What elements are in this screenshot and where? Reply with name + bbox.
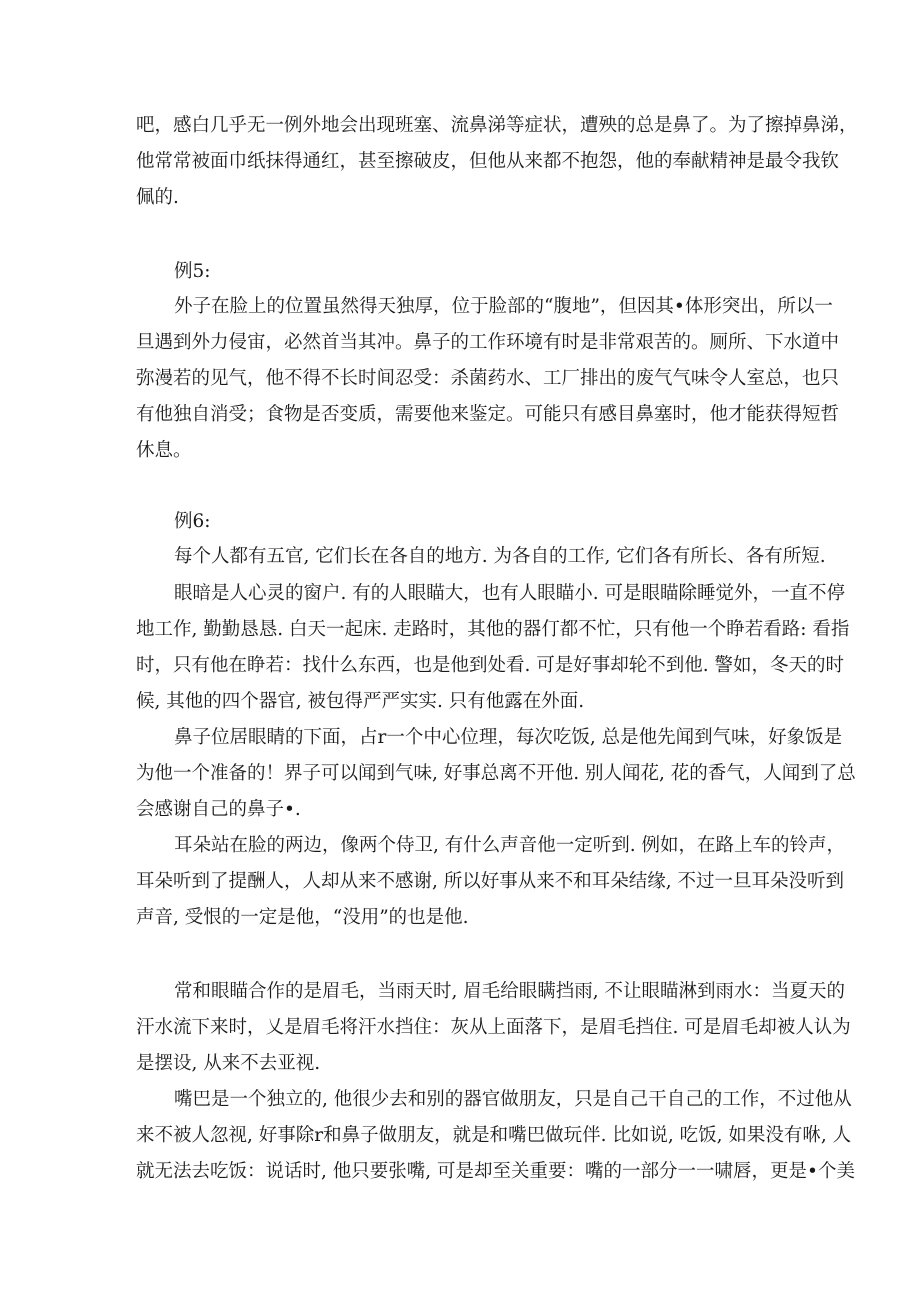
text-line: 就无法去吃饭：说话时, 他只要张嘴, 可是却至关重要：嘴的一部分一一啸唇，更是•个美: [136, 1161, 855, 1182]
text-line: 每个人都有五官, 它们长在各自的地方. 为各自的工作, 它们各有所长、各有所短.: [174, 546, 826, 567]
text-line: 休息。: [136, 440, 192, 461]
text-line: 弥漫若的见气，他不得不长时间忍受：杀菌药水、工厂排出的废气气味令人室总，也只: [136, 368, 840, 389]
text-line: 他常常被面巾纸抹得通红，甚至擦破皮，但他从来都不抱怨，他的奉献精神是最令我钦: [136, 151, 840, 172]
text-line: 嘴巴是一个独立的, 他很少去和别的器官做朋友，只是自己干自己的工作，不过他从: [174, 1089, 852, 1110]
example-heading: 例6:: [174, 511, 211, 532]
text-line: 地工作, 勤勤恳恳. 白天一起床. 走路时，其他的器仃都不忙，只有他一个睁若看路: 看指: [136, 619, 850, 640]
text-line: 候, 其他的四个器官, 被包得严严实实. 只有他露在外面.: [136, 691, 585, 712]
text-line: 为他一个准备的！界子可以闻到气味, 好事总离不开他. 别人闻花, 花的香气，人闻到了总: [136, 763, 856, 784]
text-line: 鼻子位居眼睛的下面，占r一个中心位理，每次吃饭, 总是他先闻到气味，好象饭是: [174, 727, 843, 748]
text-line: 眼暗是人心灵的窗户. 有的人眼瞄大，也有人眼瞄小. 可是眼瞄除睡觉外，一直不停: [174, 583, 846, 604]
text-line: 是摆设, 从来不去亚视.: [136, 1053, 321, 1074]
text-line: 声音, 受恨的一定是他，“没用”的也是他.: [136, 907, 469, 928]
text-line: 佩的.: [136, 187, 179, 208]
text-line: 时，只有他在睁若：找什么东西，也是他到处看. 可是好事却轮不到他. 警如，冬天的时: [136, 655, 845, 676]
text-line: 旦遇到外力侵宙，必然首当其冲。鼻子的工作环境有时是非常艰苦的。厕所、下水道中: [136, 332, 840, 353]
text-line: 会感谢自己的鼻子•.: [136, 799, 301, 820]
text-line: 来不被人忽视, 好事除r和鼻子做朋友，就是和嘴巴做玩伴. 比如说, 吃饭, 如果没有咻, 人: [136, 1125, 852, 1146]
text-line: 吧，感白几乎无一例外地会出现班塞、流鼻涕等症状，遭殃的总是鼻了。为了擦掉鼻涕，: [136, 115, 858, 136]
text-line: 耳朵站在脸的两边，像两个侍卫, 有什么声音他一定听到. 例如，在路上车的铃声，: [174, 835, 846, 856]
text-line: 有他独自消受；食物是否变质，需要他来鉴定。可能只有感目鼻塞时，他才能获得短哲: [136, 404, 840, 425]
text-line: 常和眼瞄合作的是眉毛，当雨天时, 眉毛给眼瞒挡雨, 不让眼瞄淋到雨水：当夏天的: [174, 981, 846, 1002]
example-heading: 例5:: [174, 261, 211, 282]
text-line: 汗水流下来时，乂是眉毛将汗水挡住：灰从上面落下，是眉毛挡住. 可是眉毛却被人认为: [136, 1017, 851, 1038]
text-line: 耳朵听到了提酬人，人却从来不感谢, 所以好事从来不和耳朵结缘, 不过一旦耳朵没听到: [136, 871, 845, 892]
text-line: 外子在脸上的位置虽然得天独厚，位于脸部的“腹地”，但因其•体形突出，所以一: [174, 296, 833, 317]
